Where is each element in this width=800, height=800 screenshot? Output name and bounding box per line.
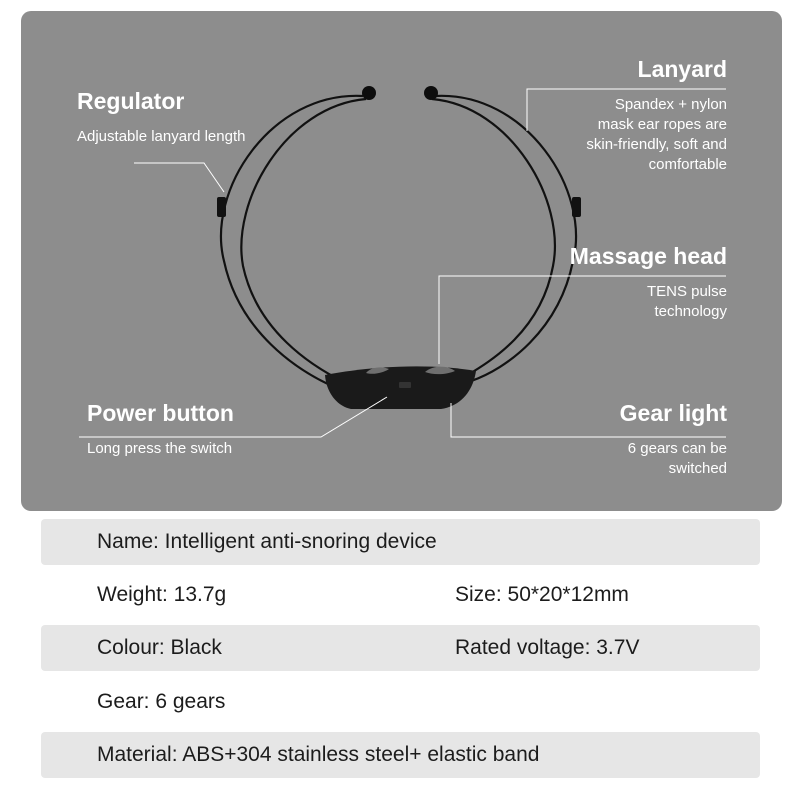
spec-material: Material: ABS+304 stainless steel+ elastic band <box>97 743 540 766</box>
massage-head-title: Massage head <box>569 243 727 269</box>
massage-head-desc-line: technology <box>654 303 727 320</box>
product-feature-panel <box>21 11 782 511</box>
ear-bead-left <box>362 86 376 100</box>
callout-gear-light <box>487 399 727 479</box>
regulator-title: Regulator <box>77 88 185 114</box>
spec-weight: Weight: 13.7g <box>97 583 227 606</box>
callout-power-button <box>87 399 327 459</box>
callout-regulator <box>77 87 267 147</box>
power-button-desc: Long press the switch <box>87 440 233 457</box>
gear-light-title: Gear light <box>619 400 727 426</box>
lanyard-desc-line: skin-friendly, soft and <box>586 136 727 153</box>
lanyard-desc-line: Spandex + nylon <box>614 96 727 113</box>
regulator-clip-right <box>572 197 581 217</box>
regulator-clip-left <box>217 197 226 217</box>
spec-row-name <box>41 519 760 565</box>
spec-name: Name: Intelligent anti-snoring device <box>97 530 437 553</box>
lanyard-title: Lanyard <box>637 56 727 82</box>
massage-head-desc <box>487 282 727 322</box>
gear-light-desc-line: switched <box>668 460 727 477</box>
spec-size: Size: 50*20*12mm <box>455 583 629 606</box>
callout-massage-head <box>487 242 727 322</box>
lanyard-desc <box>487 95 727 175</box>
gear-light-desc <box>487 439 727 479</box>
callout-lanyard <box>487 55 727 175</box>
power-button-title: Power button <box>87 400 234 426</box>
spec-row-gear <box>41 679 760 725</box>
ear-bead-right <box>424 86 438 100</box>
gear-light-desc-line: 6 gears can be <box>627 440 727 457</box>
spec-row-material <box>41 732 760 778</box>
massage-head-desc-line: TENS pulse <box>646 283 727 300</box>
lanyard-desc-line: comfortable <box>648 156 727 173</box>
power-button-switch <box>399 382 411 388</box>
spec-voltage: Rated voltage: 3.7V <box>455 636 640 659</box>
spec-row-weight-size <box>41 572 760 618</box>
leader-regulator <box>134 163 224 192</box>
spec-row-colour-voltage <box>41 625 760 671</box>
regulator-desc: Adjustable lanyard length <box>77 128 246 145</box>
spec-colour: Colour: Black <box>97 636 222 659</box>
spec-gear: Gear: 6 gears <box>97 690 226 713</box>
lanyard-desc-line: mask ear ropes are <box>597 116 727 133</box>
